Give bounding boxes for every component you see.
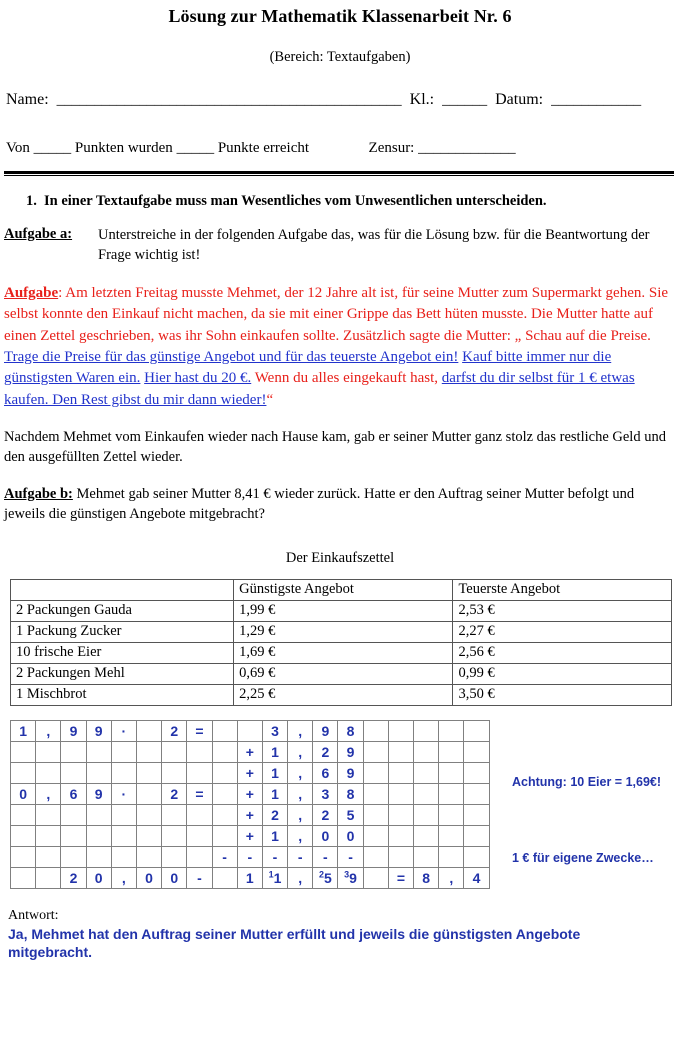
calc-cell[interactable]: [212, 867, 237, 888]
price-item-cell: 10 frische Eier: [11, 642, 234, 663]
calc-cell[interactable]: 0: [162, 867, 187, 888]
calc-cell[interactable]: -: [338, 846, 363, 867]
calc-cell[interactable]: 1: [262, 741, 287, 762]
price-value-cell: 0,99 €: [453, 663, 672, 684]
calc-cell[interactable]: [136, 783, 161, 804]
calc-cell[interactable]: 2: [61, 867, 86, 888]
price-item-cell: 2 Packungen Mehl: [11, 663, 234, 684]
calc-cell[interactable]: [36, 846, 61, 867]
calc-cell[interactable]: ,: [288, 867, 313, 888]
calc-cell[interactable]: [464, 825, 489, 846]
name-label: Name:: [6, 91, 49, 108]
calc-cell[interactable]: [86, 741, 111, 762]
aufgabe-b-block: [4, 484, 676, 524]
calc-cell[interactable]: 9: [338, 741, 363, 762]
points-row: [0, 140, 680, 157]
calc-cell[interactable]: [86, 825, 111, 846]
calc-cell[interactable]: [388, 846, 413, 867]
calc-cell[interactable]: [136, 825, 161, 846]
aufgabe-a-text: Unterstreiche in der folgenden Aufgabe das, was für die Lösung bzw. für die Beantwortung der Frage wichtig ist!: [98, 227, 650, 263]
calc-cell[interactable]: [61, 846, 86, 867]
calc-cell[interactable]: [464, 720, 489, 741]
calc-cell[interactable]: [212, 720, 237, 741]
calc-cell[interactable]: +: [237, 825, 262, 846]
calc-cell[interactable]: ,: [36, 720, 61, 741]
table-row: [11, 600, 672, 621]
calc-cell[interactable]: [439, 762, 464, 783]
task-1-number: 1.: [26, 193, 37, 209]
calc-cell[interactable]: [86, 846, 111, 867]
calc-cell[interactable]: [363, 762, 388, 783]
calc-cell[interactable]: 9: [338, 762, 363, 783]
price-table-caption: Der Einkaufszettel: [285, 549, 395, 566]
borrow-superscript: 3: [344, 869, 350, 880]
calc-cell[interactable]: [187, 741, 212, 762]
calc-cell[interactable]: [414, 846, 439, 867]
calc-cell[interactable]: [36, 804, 61, 825]
calc-cell[interactable]: ,: [288, 720, 313, 741]
price-value-cell: 1,29 €: [234, 621, 453, 642]
calc-cell[interactable]: [11, 825, 36, 846]
calc-cell[interactable]: [363, 825, 388, 846]
calc-cell[interactable]: [388, 783, 413, 804]
story-red-3: “: [266, 391, 274, 408]
price-value-cell: 3,50 €: [453, 684, 672, 705]
calc-cell[interactable]: +: [237, 783, 262, 804]
calc-cell[interactable]: [86, 762, 111, 783]
calc-cell[interactable]: [363, 783, 388, 804]
price-value-cell: 2,56 €: [453, 642, 672, 663]
calc-cell[interactable]: ·: [111, 720, 136, 741]
story-label: Aufgabe: [4, 285, 59, 302]
aufgabe-b-text: Mehmet gab seiner Mutter 8,41 € wieder zurück. Hatte er den Auftrag seiner Mutter befolgt und jeweils die günstigen Angebote mitgebracht?: [4, 485, 635, 522]
story-blue-3: Hier hast du 20 €.: [144, 370, 252, 387]
date-label: Datum:: [495, 91, 544, 108]
date-blank[interactable]: ____________: [551, 92, 642, 108]
calc-cell[interactable]: [414, 783, 439, 804]
calc-cell[interactable]: $^3$9: [338, 867, 363, 888]
calc-cell[interactable]: ·: [111, 783, 136, 804]
calc-cell[interactable]: [212, 741, 237, 762]
calc-cell[interactable]: ,: [111, 867, 136, 888]
calc-cell[interactable]: [111, 825, 136, 846]
calc-cell[interactable]: [388, 741, 413, 762]
calc-cell[interactable]: [111, 846, 136, 867]
calculation-area: [0, 720, 680, 900]
price-header-cell: [11, 579, 234, 600]
story-red-2: Wenn du alles eingekauft hast,: [251, 370, 442, 387]
calc-cell[interactable]: [136, 720, 161, 741]
calc-cell[interactable]: $^1$1: [262, 867, 287, 888]
calc-cell[interactable]: -: [237, 846, 262, 867]
zensur-label: Zensur:: [368, 140, 415, 156]
story-blue-1: Trage die Preise für das günstige Angebot und für das teuerste Angebot ein!: [4, 349, 459, 366]
calc-cell[interactable]: [187, 846, 212, 867]
calc-cell[interactable]: 9: [313, 720, 338, 741]
calc-cell[interactable]: [162, 762, 187, 783]
price-item-cell: 2 Packungen Gauda: [11, 600, 234, 621]
calc-cell[interactable]: [11, 741, 36, 762]
class-label: Kl.:: [409, 91, 435, 108]
calc-cell[interactable]: [414, 804, 439, 825]
calc-cell[interactable]: [439, 741, 464, 762]
note-own-purpose: 1 € für eigene Zwecke…: [512, 850, 654, 865]
calc-row: [11, 741, 490, 762]
calc-cell[interactable]: [363, 741, 388, 762]
von-blank[interactable]: _____: [33, 140, 72, 156]
calc-cell[interactable]: =: [187, 783, 212, 804]
answer-text: Ja, Mehmet hat den Auftrag seiner Mutter erfüllt und jeweils die günstigsten Angebote mitgebracht.: [8, 925, 581, 961]
calculation-grid[interactable]: [10, 720, 490, 889]
price-item-cell: 1 Mischbrot: [11, 684, 234, 705]
calc-cell[interactable]: 2: [162, 720, 187, 741]
calc-cell[interactable]: 8: [338, 720, 363, 741]
price-value-cell: 1,99 €: [234, 600, 453, 621]
calc-cell[interactable]: [237, 720, 262, 741]
calc-cell[interactable]: [439, 783, 464, 804]
story-red-1: Am letzten Freitag musste Mehmet, der 12 Jahre alt ist, für seine Mutter zum Supermarkt gehen. Sie selbst konnte den Einkauf nicht machen, da sie mit einer Grippe das Bett hüten musste. Die Mutter hatte auf einen Zettel geschrieben, was ihr Sohn einkaufen sollte. Zusätzlich sagte die Mutter: „ Schau auf die Preise.: [4, 285, 669, 344]
calc-cell[interactable]: [464, 783, 489, 804]
calc-cell[interactable]: 3: [262, 720, 287, 741]
calc-cell[interactable]: [414, 720, 439, 741]
calc-cell[interactable]: [11, 762, 36, 783]
calc-row: [11, 804, 490, 825]
calc-cell[interactable]: 1: [262, 783, 287, 804]
price-table-body: [11, 579, 672, 705]
calc-cell[interactable]: [187, 804, 212, 825]
calc-cell[interactable]: [136, 804, 161, 825]
calc-cell[interactable]: 1: [237, 867, 262, 888]
aufgabe-b-label: Aufgabe b:: [4, 485, 73, 502]
calc-cell[interactable]: [414, 825, 439, 846]
calc-cell[interactable]: [11, 846, 36, 867]
story-colon: :: [58, 285, 63, 302]
note-eggs: Achtung: 10 Eier = 1,69€!: [512, 774, 662, 789]
calc-cell[interactable]: [388, 804, 413, 825]
task-1-heading: [26, 193, 680, 210]
calc-cell[interactable]: ,: [439, 867, 464, 888]
task-1-text: In einer Textaufgabe muss man Wesentliches vom Unwesentlichen unterscheiden.: [44, 193, 547, 209]
calc-cell[interactable]: 6: [313, 762, 338, 783]
price-header-cell: Teuerste Angebot: [453, 579, 672, 600]
calc-row: [11, 867, 490, 888]
calc-cell[interactable]: [36, 825, 61, 846]
calc-cell[interactable]: [11, 804, 36, 825]
page-subtitle: (Bereich: Textaufgaben): [269, 49, 411, 65]
header-divider: [4, 171, 674, 176]
zensur-blank[interactable]: _____________: [418, 140, 516, 156]
calc-cell[interactable]: [464, 741, 489, 762]
calc-cell[interactable]: 0: [11, 783, 36, 804]
calc-cell[interactable]: -: [262, 846, 287, 867]
table-row: [11, 642, 672, 663]
calc-cell[interactable]: [11, 867, 36, 888]
calc-cell[interactable]: [212, 762, 237, 783]
calc-cell[interactable]: 9: [86, 783, 111, 804]
aufgabe-a-block: [4, 226, 680, 265]
calc-cell[interactable]: [136, 741, 161, 762]
calc-cell[interactable]: [162, 825, 187, 846]
calc-cell[interactable]: -: [212, 846, 237, 867]
calc-cell[interactable]: 0: [86, 867, 111, 888]
price-item-cell: 1 Packung Zucker: [11, 621, 234, 642]
calc-cell[interactable]: 6: [61, 783, 86, 804]
calc-cell[interactable]: =: [187, 720, 212, 741]
punkte-blank[interactable]: _____: [176, 140, 215, 156]
calc-cell[interactable]: 0: [313, 825, 338, 846]
calc-cell[interactable]: [36, 741, 61, 762]
calc-cell[interactable]: [86, 804, 111, 825]
calc-cell[interactable]: ,: [288, 825, 313, 846]
calc-cell[interactable]: 1: [11, 720, 36, 741]
calc-cell[interactable]: 8: [414, 867, 439, 888]
name-blank[interactable]: ______________________________________________: [56, 92, 402, 108]
answer-label: Antwort:: [8, 907, 59, 923]
calc-cell[interactable]: +: [237, 804, 262, 825]
calc-cell[interactable]: [61, 825, 86, 846]
price-header-cell: Günstigste Angebot: [234, 579, 453, 600]
calc-cell[interactable]: 5: [338, 804, 363, 825]
aufgabe-a-label: Aufgabe a:: [4, 226, 73, 242]
price-value-cell: 1,69 €: [234, 642, 453, 663]
calc-cell[interactable]: 1: [262, 825, 287, 846]
narrative-paragraph: Nachdem Mehmet vom Einkaufen wieder nach Hause kam, gab er seiner Mutter ganz stolz das restliche Geld und den ausgefüllten Zettel wieder.: [4, 428, 666, 465]
calc-cell[interactable]: [162, 846, 187, 867]
calc-cell[interactable]: ,: [288, 804, 313, 825]
story-paragraph: [4, 283, 676, 411]
calc-cell[interactable]: [162, 804, 187, 825]
calc-cell[interactable]: 2: [162, 783, 187, 804]
price-value-cell: 2,27 €: [453, 621, 672, 642]
calc-cell[interactable]: [61, 762, 86, 783]
calc-cell[interactable]: [187, 825, 212, 846]
calc-cell[interactable]: [212, 825, 237, 846]
class-blank[interactable]: ______: [442, 92, 488, 108]
worksheet-page: [0, 6, 680, 1046]
calc-cell[interactable]: [464, 846, 489, 867]
calc-cell[interactable]: 4: [464, 867, 489, 888]
calc-cell[interactable]: [388, 720, 413, 741]
calc-cell[interactable]: 3: [313, 783, 338, 804]
price-value-cell: 2,25 €: [234, 684, 453, 705]
calc-cell[interactable]: [414, 762, 439, 783]
von-label: Von: [6, 140, 30, 156]
calc-cell[interactable]: [36, 867, 61, 888]
price-value-cell: 0,69 €: [234, 663, 453, 684]
story-blue-4: darfst du dir selbst für 1 € etwas kaufen. Den Rest gibst du mir dann wieder!: [4, 370, 635, 408]
calc-row: [11, 783, 490, 804]
calc-cell[interactable]: 2: [313, 804, 338, 825]
calc-cell[interactable]: [61, 741, 86, 762]
calc-cell[interactable]: -: [313, 846, 338, 867]
punkten-wurden-label: Punkten wurden: [74, 140, 173, 156]
calc-cell[interactable]: [111, 804, 136, 825]
borrow-superscript: 2: [318, 869, 324, 880]
calc-cell[interactable]: ,: [288, 741, 313, 762]
calc-cell[interactable]: [464, 804, 489, 825]
calc-cell[interactable]: [36, 762, 61, 783]
calc-cell[interactable]: +: [237, 762, 262, 783]
calc-cell[interactable]: 9: [61, 720, 86, 741]
calc-cell[interactable]: =: [388, 867, 413, 888]
calc-cell[interactable]: $^2$5: [313, 867, 338, 888]
table-header-row: [11, 579, 672, 600]
calc-cell[interactable]: [414, 741, 439, 762]
calc-cell[interactable]: ,: [288, 762, 313, 783]
table-row: [11, 684, 672, 705]
calc-cell[interactable]: [464, 762, 489, 783]
punkte-erreicht-label: Punkte erreicht: [217, 140, 310, 156]
calc-row: [11, 762, 490, 783]
calc-cell[interactable]: +: [237, 741, 262, 762]
calc-cell[interactable]: [212, 804, 237, 825]
table-row: [11, 621, 672, 642]
calc-cell[interactable]: [136, 762, 161, 783]
calculation-grid-body: [11, 720, 490, 888]
calc-cell[interactable]: -: [288, 846, 313, 867]
calc-cell[interactable]: [439, 825, 464, 846]
calc-cell[interactable]: [439, 846, 464, 867]
calc-cell[interactable]: ,: [36, 783, 61, 804]
calc-cell[interactable]: 2: [313, 741, 338, 762]
calc-cell[interactable]: [363, 846, 388, 867]
calc-row: [11, 720, 490, 741]
calc-cell[interactable]: [363, 804, 388, 825]
calc-cell[interactable]: [388, 762, 413, 783]
calc-row: [11, 846, 490, 867]
calc-cell[interactable]: 0: [136, 867, 161, 888]
calc-cell[interactable]: [439, 720, 464, 741]
calc-cell[interactable]: 0: [338, 825, 363, 846]
calc-cell[interactable]: ,: [288, 783, 313, 804]
calc-cell[interactable]: [212, 783, 237, 804]
calc-cell[interactable]: [111, 741, 136, 762]
calc-cell[interactable]: 8: [338, 783, 363, 804]
calc-cell[interactable]: 2: [262, 804, 287, 825]
calc-cell[interactable]: [61, 804, 86, 825]
calc-row: [11, 825, 490, 846]
calc-cell[interactable]: [363, 867, 388, 888]
page-title: Lösung zur Mathematik Klassenarbeit Nr. 6: [168, 6, 512, 26]
story-blue-2: Kauf bitte immer nur die günstigsten Waren ein.: [4, 349, 612, 387]
calc-cell[interactable]: -: [187, 867, 212, 888]
price-value-cell: 2,53 €: [453, 600, 672, 621]
calc-cell[interactable]: 9: [86, 720, 111, 741]
calc-cell[interactable]: [111, 762, 136, 783]
price-table: [10, 579, 672, 706]
name-row: [0, 91, 680, 109]
calc-cell[interactable]: [439, 804, 464, 825]
calc-cell[interactable]: [388, 825, 413, 846]
calc-cell[interactable]: 1: [262, 762, 287, 783]
table-row: [11, 663, 672, 684]
calc-cell[interactable]: [187, 762, 212, 783]
calc-cell[interactable]: [162, 741, 187, 762]
borrow-superscript: 1: [268, 869, 274, 880]
calc-cell[interactable]: [363, 720, 388, 741]
calc-cell[interactable]: [136, 846, 161, 867]
